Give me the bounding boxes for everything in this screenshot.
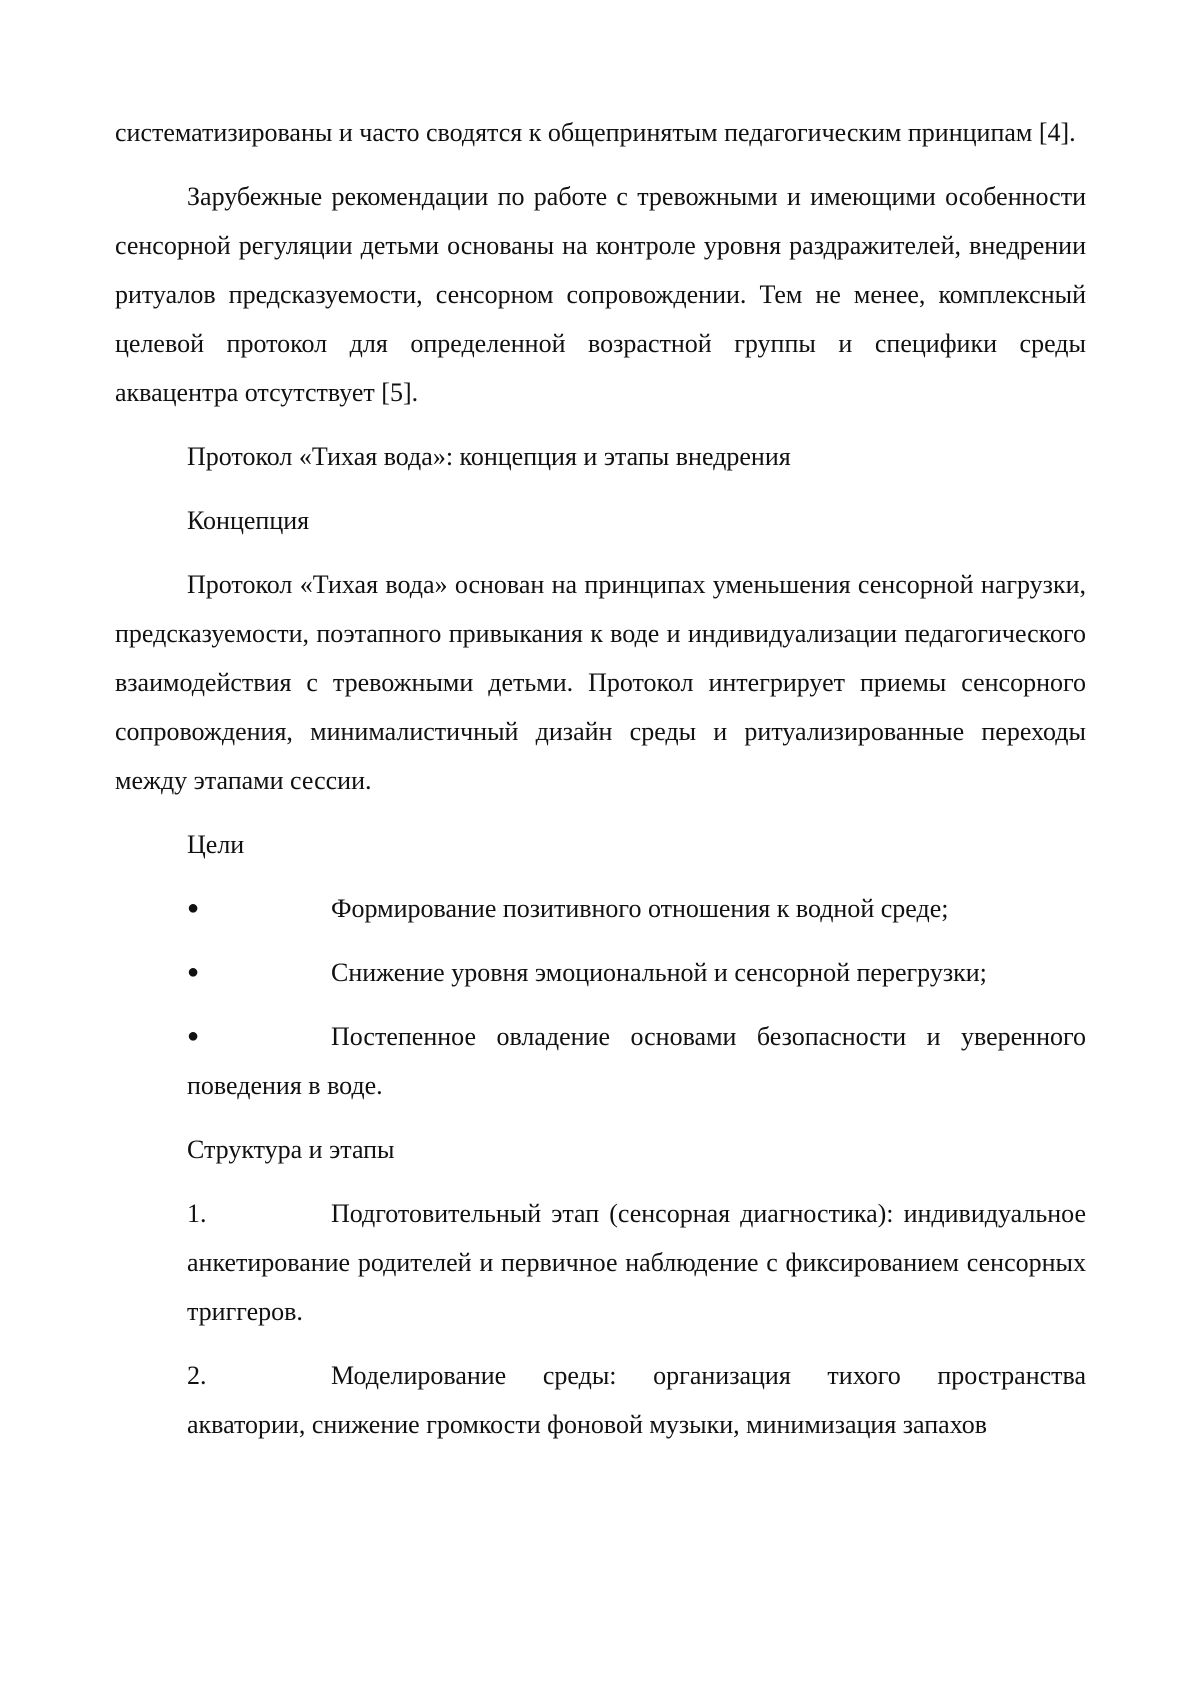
structure-heading: Структура и этапы (187, 1135, 395, 1164)
section-heading: Протокол «Тихая вода»: концепция и этапы внедрения (187, 442, 791, 471)
stage-number: 2. (187, 1361, 207, 1390)
bullet-icon: ● (187, 897, 200, 919)
stage-item (187, 1189, 1086, 1336)
goal-text: Постепенное овладение основами безопасности и уверенного поведения в воде. (187, 1022, 1086, 1100)
goal-text: Снижение уровня эмоциональной и сенсорной перегрузки; (331, 958, 987, 987)
stage-text: Моделирование среды: организация тихого пространства акватории, снижение громкости фоновой музыки, минимизация запахов (187, 1361, 1086, 1439)
bullet-icon: ● (187, 1025, 200, 1047)
goal-item (187, 884, 1086, 933)
goals-heading: Цели (187, 830, 245, 859)
bullet-icon: ● (187, 961, 200, 983)
stage-number: 1. (187, 1199, 207, 1228)
goal-item (187, 948, 1086, 997)
goal-item (187, 1012, 1086, 1110)
concept-heading: Концепция (187, 506, 310, 535)
concept-paragraph: Протокол «Тихая вода» основан на принципах уменьшения сенсорной нагрузки, предсказуемости, поэтапного привыкания к воде и индивидуализации педагогического взаимодействия с тревожными детьми. Протокол интегрирует приемы сенсорного сопровождения, минималистичный дизайн среды и ритуализированные переходы между этапами сессии. (115, 570, 1086, 795)
paragraph-continued: систематизированы и часто сводятся к общепринятым педагогическим принципам [4]. (115, 118, 1076, 147)
stage-item (187, 1351, 1086, 1449)
document-body (115, 108, 1086, 1449)
paragraph-foreign-recommendations: Зарубежные рекомендации по работе с тревожными и имеющими особенности сенсорной регуляции детьми основаны на контроле уровня раздражителей, внедрении ритуалов предсказуемости, сенсорном сопровождении. Тем не менее, комплексный целевой протокол для определенной возрастной группы и специфики среды аквацентра отсутствует [5]. (115, 182, 1086, 407)
stage-text: Подготовительный этап (сенсорная диагностика): индивидуальное анкетирование родителей и первичное наблюдение с фиксированием сенсорных триггеров. (187, 1199, 1086, 1326)
goal-text: Формирование позитивного отношения к водной среде; (331, 894, 949, 923)
